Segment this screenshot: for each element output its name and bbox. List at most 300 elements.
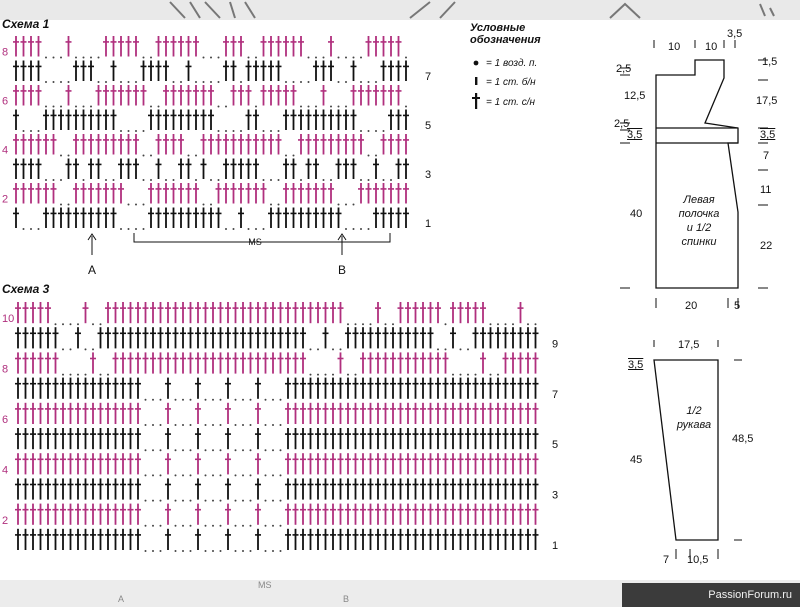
chain-dot xyxy=(242,474,244,476)
chain-dot xyxy=(218,81,220,83)
dc-stitch xyxy=(128,403,134,424)
chain-dot xyxy=(250,399,252,401)
dc-stitch xyxy=(428,352,434,373)
dc-stitch xyxy=(518,428,524,449)
dc-stitch xyxy=(113,302,119,323)
dc-stitch xyxy=(510,453,516,474)
chain-dot xyxy=(128,130,130,132)
dc-stitch xyxy=(255,453,261,474)
dc-stitch xyxy=(420,504,426,525)
dc-stitch xyxy=(298,134,304,155)
dc-stitch xyxy=(403,61,409,82)
dc-stitch xyxy=(23,428,29,449)
dc-stitch xyxy=(525,327,531,348)
dc-stitch xyxy=(15,403,21,424)
row-number: 3 xyxy=(425,169,432,181)
dc-stitch xyxy=(510,403,516,424)
dc-stitch xyxy=(358,134,364,155)
chain-dot xyxy=(315,106,317,108)
dc-stitch xyxy=(188,327,194,348)
dc-stitch xyxy=(313,61,319,82)
dc-stitch xyxy=(428,504,434,525)
chain-dot xyxy=(150,179,152,181)
dc-stitch xyxy=(338,504,344,525)
dc-stitch xyxy=(75,428,81,449)
dc-stitch xyxy=(338,403,344,424)
dc-stitch xyxy=(293,352,299,373)
dc-stitch xyxy=(420,453,426,474)
chain-dot xyxy=(175,399,177,401)
chain-dot xyxy=(370,323,372,325)
dc-stitch xyxy=(53,378,59,399)
dc-stitch xyxy=(390,504,396,525)
dc-stitch xyxy=(30,403,36,424)
dc-stitch xyxy=(225,302,231,323)
dc-stitch xyxy=(30,478,36,499)
dc-stitch xyxy=(113,403,119,424)
chain-dot xyxy=(205,424,207,426)
dc-stitch xyxy=(396,183,402,204)
dc-stitch xyxy=(195,352,201,373)
dc-stitch xyxy=(358,183,364,204)
dc-stitch xyxy=(383,327,389,348)
dc-stitch xyxy=(28,36,34,57)
dc-stitch xyxy=(193,110,199,131)
dc-stitch xyxy=(225,403,231,424)
sleeve-label-line2: рукава xyxy=(676,419,712,431)
dc-stitch xyxy=(428,327,434,348)
chain-dot xyxy=(152,550,154,552)
dc-stitch xyxy=(473,403,479,424)
chain-dot xyxy=(60,204,62,206)
dc-stitch xyxy=(283,159,289,180)
dc-stitch xyxy=(510,327,516,348)
chain-dot xyxy=(235,424,237,426)
dc-stitch xyxy=(465,504,471,525)
dc-stitch xyxy=(98,327,104,348)
dc-stitch xyxy=(315,378,321,399)
chain-dot xyxy=(265,399,267,401)
dc-stitch xyxy=(405,478,411,499)
front-label-line3: и 1/2 xyxy=(686,222,712,234)
dc-stitch xyxy=(450,453,456,474)
dc-stitch xyxy=(165,504,171,525)
dc-stitch xyxy=(375,428,381,449)
chain-dot xyxy=(45,81,47,83)
dc-stitch xyxy=(278,327,284,348)
chain-dot xyxy=(98,57,100,59)
dc-stitch xyxy=(163,85,169,106)
dc-stitch xyxy=(88,61,94,82)
chain-dot xyxy=(272,550,274,552)
chain-dot xyxy=(325,374,327,376)
dc-stitch xyxy=(413,428,419,449)
dc-stitch xyxy=(283,208,289,229)
dc-stitch xyxy=(73,159,79,180)
chain-dot xyxy=(355,374,357,376)
dc-stitch xyxy=(298,208,304,229)
dc-stitch xyxy=(503,478,509,499)
dc-stitch xyxy=(208,208,214,229)
dc-stitch xyxy=(308,428,314,449)
ghost-a: A xyxy=(118,594,125,604)
dc-stitch xyxy=(231,85,237,106)
dc-stitch xyxy=(53,478,59,499)
dc-stitch xyxy=(38,302,44,323)
dc-stitch xyxy=(450,378,456,399)
dc-stitch xyxy=(120,302,126,323)
chain-dot xyxy=(158,106,160,108)
dc-stitch xyxy=(480,302,486,323)
chain-dot xyxy=(265,424,267,426)
chain-dot xyxy=(375,130,377,132)
dc-stitch xyxy=(15,378,21,399)
dc-stitch xyxy=(368,378,374,399)
dc-stitch xyxy=(45,327,51,348)
dc-stitch xyxy=(428,428,434,449)
dc-stitch xyxy=(216,208,222,229)
dc-stitch xyxy=(75,453,81,474)
chain-dot xyxy=(38,228,40,230)
dc-stitch xyxy=(75,403,81,424)
dc-stitch xyxy=(338,378,344,399)
dc-stitch xyxy=(533,529,539,550)
dc-stitch xyxy=(148,110,154,131)
dc-stitch xyxy=(300,504,306,525)
dc-stitch xyxy=(188,352,194,373)
dc-stitch xyxy=(510,352,516,373)
chain-dot xyxy=(242,550,244,552)
dc-stitch xyxy=(111,208,117,229)
dc-stitch xyxy=(330,504,336,525)
dc-stitch xyxy=(321,61,327,82)
chain-dot xyxy=(345,204,347,206)
dc-stitch xyxy=(118,134,124,155)
legend-header-line2: обозначения xyxy=(470,34,541,46)
pointer-a-label: A xyxy=(87,263,97,277)
chain-dot xyxy=(68,81,70,83)
dc-stitch xyxy=(128,453,134,474)
dc-stitch xyxy=(128,302,134,323)
dc-stitch xyxy=(238,134,244,155)
dc-stitch xyxy=(113,504,119,525)
front-dim-bottom-2: 5 xyxy=(734,300,741,312)
chain-dot xyxy=(30,130,32,132)
dc-stitch xyxy=(480,428,486,449)
dc-stitch xyxy=(428,403,434,424)
chain-dot xyxy=(90,106,92,108)
dc-stitch xyxy=(195,453,201,474)
dc-stitch xyxy=(518,352,524,373)
dc-stitch xyxy=(13,134,19,155)
dc-stitch xyxy=(351,159,357,180)
dc-stitch xyxy=(38,403,44,424)
dc-stitch xyxy=(195,302,201,323)
dc-stitch xyxy=(373,208,379,229)
dc-stitch xyxy=(43,208,49,229)
dc-stitch xyxy=(285,302,291,323)
dc-stitch xyxy=(173,352,179,373)
dc-stitch xyxy=(150,302,156,323)
chain-dot xyxy=(203,81,205,83)
chain-dot xyxy=(317,374,319,376)
chain-dot xyxy=(265,525,267,527)
dc-stitch xyxy=(43,183,49,204)
dc-stitch xyxy=(45,352,51,373)
dc-stitch xyxy=(360,478,366,499)
dc-stitch xyxy=(388,36,394,57)
chain-dot xyxy=(152,449,154,451)
chain-dot xyxy=(55,323,57,325)
dc-stitch xyxy=(373,159,379,180)
dc-stitch xyxy=(135,478,141,499)
dc-stitch xyxy=(38,327,44,348)
dc-stitch xyxy=(450,478,456,499)
dc-stitch xyxy=(60,529,66,550)
dc-stitch xyxy=(133,134,139,155)
dc-stitch xyxy=(21,134,27,155)
dc-stitch xyxy=(533,352,539,373)
chain-dot xyxy=(145,424,147,426)
dc-stitch xyxy=(238,159,244,180)
dc-stitch xyxy=(323,302,329,323)
dc-stitch xyxy=(443,352,449,373)
dc-stitch xyxy=(238,85,244,106)
dc-stitch xyxy=(58,208,64,229)
chain-dot xyxy=(173,179,175,181)
chain-dot xyxy=(182,449,184,451)
dc-stitch xyxy=(403,159,409,180)
scheme-1-title: Схема 1 xyxy=(2,17,50,31)
chain-dot xyxy=(135,204,137,206)
dc-stitch xyxy=(156,183,162,204)
dc-stitch xyxy=(368,403,374,424)
legend-sc-symbol xyxy=(475,77,477,85)
dc-stitch xyxy=(36,61,42,82)
dc-stitch xyxy=(300,378,306,399)
dc-stitch xyxy=(503,428,509,449)
dc-stitch xyxy=(90,378,96,399)
dc-stitch xyxy=(518,504,524,525)
dc-stitch xyxy=(323,327,329,348)
chain-dot xyxy=(60,81,62,83)
dc-stitch xyxy=(186,110,192,131)
dc-stitch xyxy=(210,352,216,373)
chain-dot xyxy=(160,424,162,426)
chain-dot xyxy=(278,179,280,181)
chain-dot xyxy=(160,525,162,527)
dc-stitch xyxy=(105,403,111,424)
dc-stitch xyxy=(345,428,351,449)
dc-stitch xyxy=(225,352,231,373)
dc-stitch xyxy=(360,504,366,525)
dc-stitch xyxy=(291,110,297,131)
dc-stitch xyxy=(111,36,117,57)
dc-stitch xyxy=(338,352,344,373)
dc-stitch xyxy=(38,428,44,449)
dc-stitch xyxy=(503,352,509,373)
dc-stitch xyxy=(51,110,57,131)
dc-stitch xyxy=(450,529,456,550)
dc-stitch xyxy=(223,61,229,82)
chain-dot xyxy=(285,155,287,157)
chain-dot xyxy=(128,81,130,83)
dc-stitch xyxy=(23,529,29,550)
chain-dot xyxy=(278,204,280,206)
dc-stitch xyxy=(143,352,149,373)
dc-stitch xyxy=(368,352,374,373)
dc-stitch xyxy=(186,208,192,229)
dc-stitch xyxy=(435,403,441,424)
dc-stitch xyxy=(255,327,261,348)
dc-stitch xyxy=(381,36,387,57)
dc-stitch xyxy=(420,378,426,399)
dc-stitch xyxy=(23,327,29,348)
dc-stitch xyxy=(283,36,289,57)
dc-stitch xyxy=(83,428,89,449)
dc-stitch xyxy=(473,378,479,399)
chain-dot xyxy=(45,179,47,181)
chain-dot xyxy=(150,155,152,157)
dc-stitch xyxy=(203,302,209,323)
chain-dot xyxy=(368,228,370,230)
dc-stitch xyxy=(403,134,409,155)
dc-stitch xyxy=(300,478,306,499)
dc-stitch xyxy=(533,478,539,499)
dc-stitch xyxy=(428,302,434,323)
chain-dot xyxy=(75,106,77,108)
dc-stitch xyxy=(60,403,66,424)
chain-dot xyxy=(182,525,184,527)
dc-stitch xyxy=(255,428,261,449)
dc-stitch xyxy=(315,529,321,550)
legend-header-line1: Условные xyxy=(470,22,526,34)
dc-stitch xyxy=(105,428,111,449)
dc-stitch xyxy=(178,159,184,180)
dc-stitch xyxy=(525,428,531,449)
dc-stitch xyxy=(375,453,381,474)
dc-stitch xyxy=(118,85,124,106)
chain-dot xyxy=(310,374,312,376)
chain-dot xyxy=(205,525,207,527)
dc-stitch xyxy=(396,208,402,229)
chain-dot xyxy=(205,474,207,476)
chain-dot xyxy=(90,57,92,59)
dc-stitch xyxy=(13,85,19,106)
dc-stitch xyxy=(36,183,42,204)
chain-dot xyxy=(30,228,32,230)
dc-stitch xyxy=(413,504,419,525)
dc-stitch xyxy=(488,478,494,499)
chain-dot xyxy=(195,155,197,157)
chain-dot xyxy=(272,399,274,401)
chain-dot xyxy=(270,179,272,181)
dc-stitch xyxy=(270,302,276,323)
chain-dot xyxy=(53,81,55,83)
dc-stitch xyxy=(246,61,252,82)
dc-stitch xyxy=(43,110,49,131)
dc-stitch xyxy=(148,61,154,82)
chain-dot xyxy=(218,106,220,108)
chain-dot xyxy=(190,500,192,502)
dc-stitch xyxy=(113,529,119,550)
dc-stitch xyxy=(150,327,156,348)
dc-stitch xyxy=(218,352,224,373)
dc-stitch xyxy=(435,352,441,373)
dc-stitch xyxy=(473,428,479,449)
dc-stitch xyxy=(375,352,381,373)
dc-stitch xyxy=(420,327,426,348)
dc-stitch xyxy=(263,302,269,323)
dc-stitch xyxy=(381,208,387,229)
dc-stitch xyxy=(98,403,104,424)
dc-stitch xyxy=(53,327,59,348)
dc-stitch xyxy=(328,61,334,82)
dc-stitch xyxy=(231,183,237,204)
chain-dot xyxy=(362,323,364,325)
chain-dot xyxy=(242,449,244,451)
dc-stitch xyxy=(216,183,222,204)
dc-stitch xyxy=(473,453,479,474)
chain-dot xyxy=(265,449,267,451)
dc-stitch xyxy=(443,453,449,474)
front-dim-left-4: 3,5 xyxy=(627,129,643,141)
dc-stitch xyxy=(396,85,402,106)
dc-stitch xyxy=(308,453,314,474)
chain-dot xyxy=(175,500,177,502)
dc-stitch xyxy=(383,478,389,499)
front-dim-left-2: 12,5 xyxy=(624,90,646,102)
sleeve-dim-left-2: 45 xyxy=(630,454,643,466)
chain-dot xyxy=(355,323,357,325)
dc-stitch xyxy=(246,85,252,106)
dc-stitch xyxy=(368,478,374,499)
dc-stitch xyxy=(345,403,351,424)
dc-stitch xyxy=(186,85,192,106)
dc-stitch xyxy=(285,428,291,449)
chain-dot xyxy=(175,525,177,527)
dc-stitch xyxy=(36,159,42,180)
chain-dot xyxy=(445,323,447,325)
chain-dot xyxy=(83,57,85,59)
dc-stitch xyxy=(135,352,141,373)
chain-dot xyxy=(248,228,250,230)
sleeve-pattern-drawing xyxy=(590,325,800,570)
chain-dot xyxy=(100,374,102,376)
dc-stitch xyxy=(518,529,524,550)
dc-stitch xyxy=(113,453,119,474)
chain-dot xyxy=(452,374,454,376)
dc-stitch xyxy=(165,302,171,323)
dc-stitch xyxy=(383,428,389,449)
chain-dot xyxy=(182,424,184,426)
chain-dot xyxy=(383,179,385,181)
dc-stitch xyxy=(163,61,169,82)
chain-dot xyxy=(300,81,302,83)
dc-stitch xyxy=(398,378,404,399)
dc-stitch xyxy=(450,403,456,424)
dc-stitch xyxy=(60,378,66,399)
chain-dot xyxy=(272,500,274,502)
chain-dot xyxy=(308,81,310,83)
chain-dot xyxy=(240,81,242,83)
dc-stitch xyxy=(156,61,162,82)
dc-stitch xyxy=(163,134,169,155)
dc-stitch xyxy=(73,183,79,204)
chain-dot xyxy=(190,399,192,401)
dc-stitch xyxy=(293,403,299,424)
dc-stitch xyxy=(15,453,21,474)
